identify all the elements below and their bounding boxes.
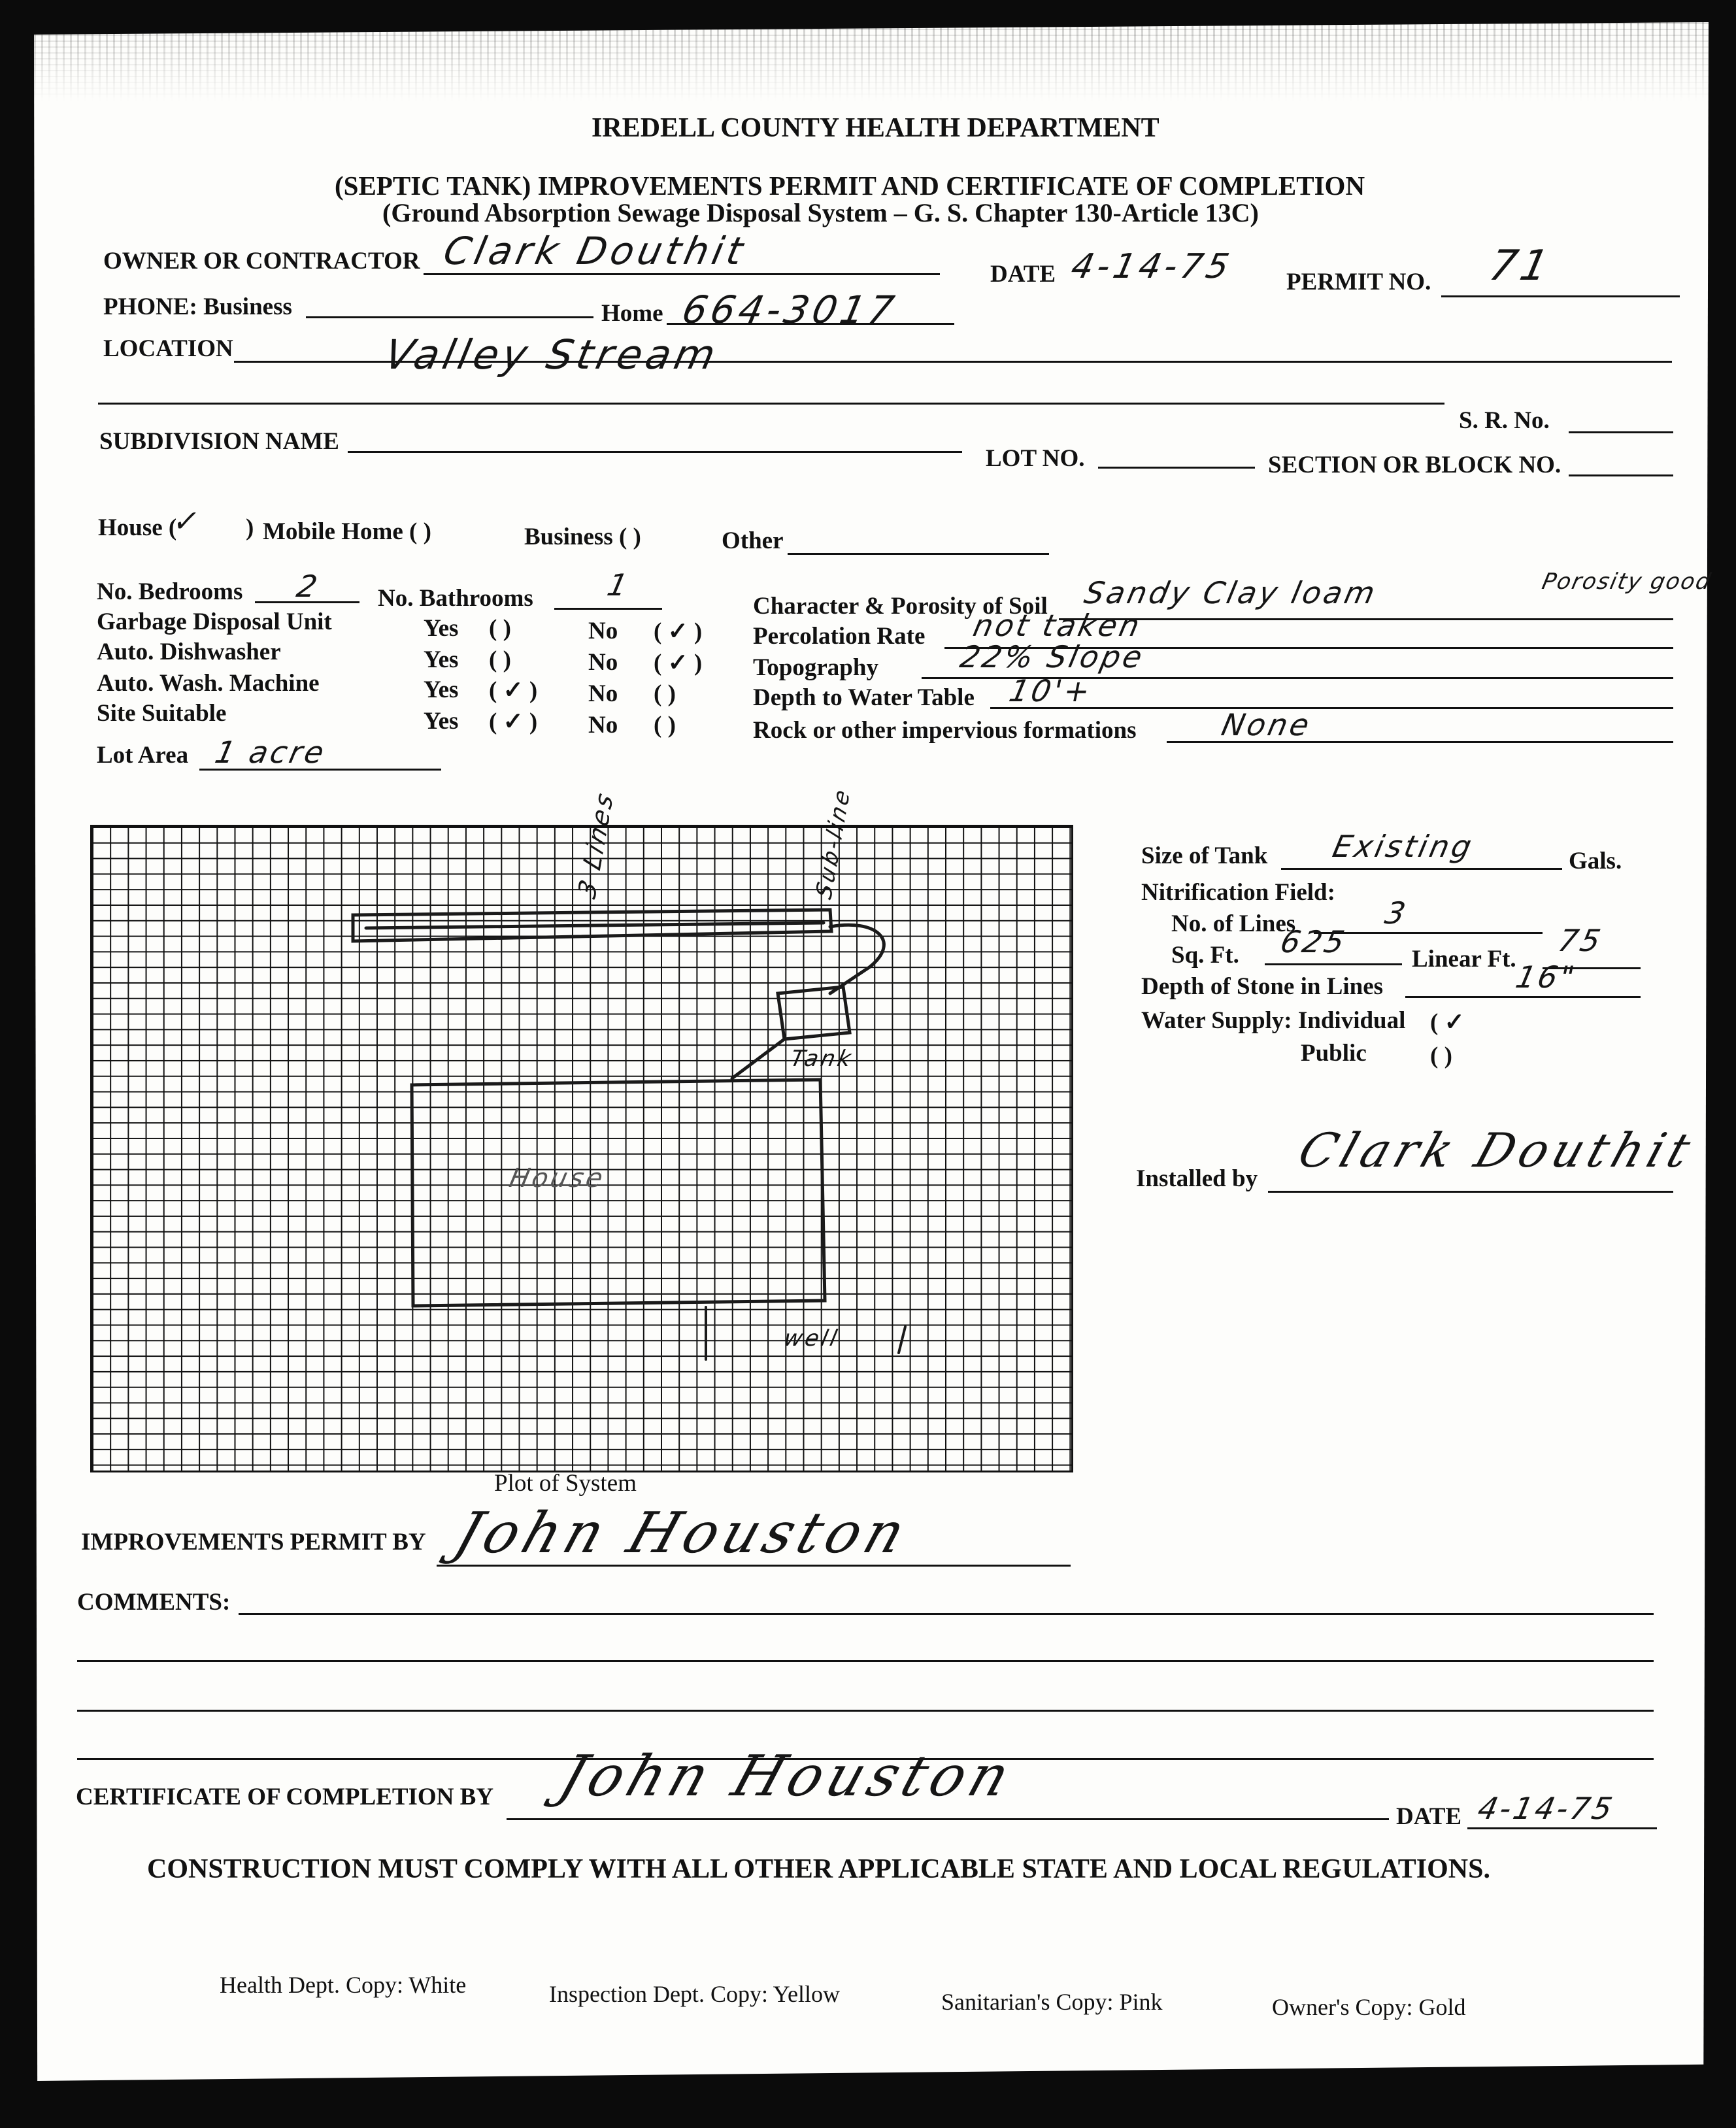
- washer-yes-label: Yes: [424, 676, 459, 703]
- washer-label: Auto. Wash. Machine: [97, 670, 320, 697]
- linear-ft-label: Linear Ft.: [1412, 946, 1516, 973]
- bedrooms-label: No. Bedrooms: [97, 578, 243, 605]
- mobile-home-option: Mobile Home ( ): [263, 518, 431, 545]
- permit-no-value: 71: [1485, 242, 1557, 290]
- copy-sanitarian: Sanitarian's Copy: Pink: [941, 1989, 1163, 2015]
- stone-depth-label: Depth of Stone in Lines: [1141, 973, 1384, 1000]
- lines-label: No. of Lines: [1171, 910, 1296, 937]
- date-label: DATE: [990, 261, 1056, 288]
- certificate-date-label: DATE: [1396, 1803, 1462, 1830]
- plot-house-note: House: [507, 1163, 609, 1193]
- dishwasher-no-box: ( ✓ ): [654, 650, 703, 676]
- installed-by-signature: Clark Douthit: [1292, 1123, 1703, 1178]
- section-block-label: SECTION OR BLOCK NO.: [1268, 452, 1561, 478]
- stone-depth-line: [1405, 996, 1641, 998]
- installed-by-label: Installed by: [1136, 1165, 1258, 1192]
- location-label: LOCATION: [103, 335, 233, 362]
- plot-lines-note: 3 Lines: [573, 786, 619, 903]
- washer-no-box: ( ): [654, 680, 676, 707]
- form-title: (SEPTIC TANK) IMPROVEMENTS PERMIT AND CERTIFICATE OF COMPLETION: [335, 171, 1365, 201]
- public-label: Public: [1301, 1040, 1367, 1067]
- percolation-label: Percolation Rate: [753, 623, 926, 650]
- comments-line-2: [77, 1660, 1654, 1662]
- certificate-date-line: [1467, 1827, 1657, 1829]
- comments-label: COMMENTS:: [77, 1589, 231, 1616]
- nitrification-label: Nitrification Field:: [1141, 879, 1335, 906]
- improvements-permit-signature: John Houston: [446, 1501, 918, 1566]
- dishwasher-label: Auto. Dishwasher: [97, 639, 281, 665]
- washer-yes-box: ( ✓ ): [489, 677, 538, 704]
- garbage-no-label: No: [588, 618, 618, 644]
- topography-label: Topography: [753, 654, 878, 681]
- water-supply-label: Water Supply: Individual: [1141, 1007, 1406, 1034]
- certificate-label: CERTIFICATE OF COMPLETION BY: [76, 1784, 494, 1810]
- tank-size-value: Existing: [1329, 829, 1477, 864]
- home-phone-label: Home: [601, 300, 663, 327]
- certificate-date-value: 4-14-75: [1475, 1791, 1618, 1826]
- garbage-yes-box: ( ): [489, 615, 511, 642]
- lot-area-label: Lot Area: [97, 742, 189, 769]
- house-option: House (: [98, 514, 177, 541]
- house-check-mark: ✓: [170, 503, 206, 539]
- soil-character-value: Sandy Clay loam: [1081, 575, 1381, 610]
- copy-health-dept: Health Dept. Copy: White: [220, 1972, 467, 1998]
- individual-mark: ( ✓: [1430, 1009, 1465, 1036]
- bedrooms-value: 2: [293, 569, 324, 604]
- washer-no-label: No: [588, 680, 618, 707]
- site-no-label: No: [588, 712, 618, 739]
- comments-line-1: [239, 1613, 1654, 1615]
- date-value: 4-14-75: [1067, 247, 1237, 286]
- tank-size-label: Size of Tank: [1141, 842, 1268, 869]
- home-phone-value: 664-3017: [678, 288, 902, 332]
- plot-caption: Plot of System: [494, 1470, 637, 1497]
- copy-owner: Owner's Copy: Gold: [1272, 1994, 1466, 2020]
- subdivision-label: SUBDIVISION NAME: [99, 428, 339, 455]
- site-yes-box: ( ✓ ): [489, 708, 538, 735]
- improvements-permit-label: IMPROVEMENTS PERMIT BY: [81, 1529, 426, 1555]
- stone-depth-value: 16": [1512, 959, 1580, 995]
- certificate-line: [507, 1818, 1389, 1820]
- owner-value: Clark Douthit: [439, 229, 751, 273]
- percolation-value: not taken: [970, 608, 1146, 643]
- topography-value: 22% Slope: [957, 639, 1148, 674]
- site-no-box: ( ): [654, 712, 676, 739]
- water-table-label: Depth to Water Table: [753, 684, 975, 711]
- permit-no-label: PERMIT NO.: [1286, 269, 1431, 295]
- water-table-value: 10'+: [1006, 673, 1096, 708]
- sr-no-label: S. R. No.: [1459, 407, 1550, 434]
- owner-label: OWNER OR CONTRACTOR: [103, 248, 420, 274]
- house-option-close: ): [246, 514, 254, 541]
- bathrooms-label: No. Bathrooms: [378, 585, 533, 612]
- dishwasher-no-label: No: [588, 649, 618, 676]
- lot-area-value: 1 acre: [212, 735, 330, 770]
- lot-no-label: LOT NO.: [986, 445, 1085, 472]
- dishwasher-yes-label: Yes: [424, 646, 459, 673]
- installed-by-line: [1268, 1191, 1673, 1193]
- agency-title: IREDELL COUNTY HEALTH DEPARTMENT: [592, 113, 1160, 143]
- compliance-notice: CONSTRUCTION MUST COMPLY WITH ALL OTHER APPLICABLE STATE AND LOCAL REGULATIONS.: [147, 1854, 1490, 1884]
- public-mark: ( ): [1430, 1042, 1452, 1069]
- certificate-signature: John Houston: [551, 1744, 1023, 1809]
- gals-label: Gals.: [1569, 848, 1622, 874]
- site-yes-label: Yes: [424, 708, 459, 735]
- dishwasher-yes-box: ( ): [489, 646, 511, 673]
- linear-ft-value: 75: [1555, 923, 1607, 958]
- tank-size-line: [1281, 868, 1562, 870]
- plot-subline-note: Sub-line: [811, 783, 856, 903]
- rock-formations-label: Rock or other impervious formations: [753, 717, 1137, 744]
- site-suitable-label: Site Suitable: [97, 700, 227, 727]
- sqft-label: Sq. Ft.: [1171, 942, 1239, 969]
- business-option: Business ( ): [524, 524, 641, 550]
- other-option: Other: [722, 527, 784, 554]
- rock-formations-value: None: [1218, 707, 1315, 742]
- sqft-line: [1265, 963, 1402, 965]
- garbage-yes-label: Yes: [424, 615, 459, 642]
- copy-inspection-dept: Inspection Dept. Copy: Yellow: [549, 1981, 840, 2007]
- comments-line-3: [77, 1710, 1654, 1712]
- garbage-no-box: ( ✓ ): [654, 618, 703, 645]
- garbage-label: Garbage Disposal Unit: [97, 608, 332, 635]
- form-subtitle: (Ground Absorption Sewage Disposal System – G. S. Chapter 130-Article 13C): [382, 198, 1259, 227]
- plot-tank-note: Tank: [788, 1046, 856, 1072]
- soil-porosity-note: Porosity good: [1539, 569, 1714, 595]
- location-value: Valley Stream: [380, 331, 724, 378]
- plot-well-note: well: [781, 1325, 842, 1352]
- phone-business-label: PHONE: Business: [103, 293, 292, 320]
- sqft-value: 625: [1277, 924, 1350, 959]
- lines-value: 3: [1382, 895, 1412, 931]
- bathrooms-value: 1: [604, 567, 634, 603]
- soil-character-label: Character & Porosity of Soil: [753, 593, 1048, 620]
